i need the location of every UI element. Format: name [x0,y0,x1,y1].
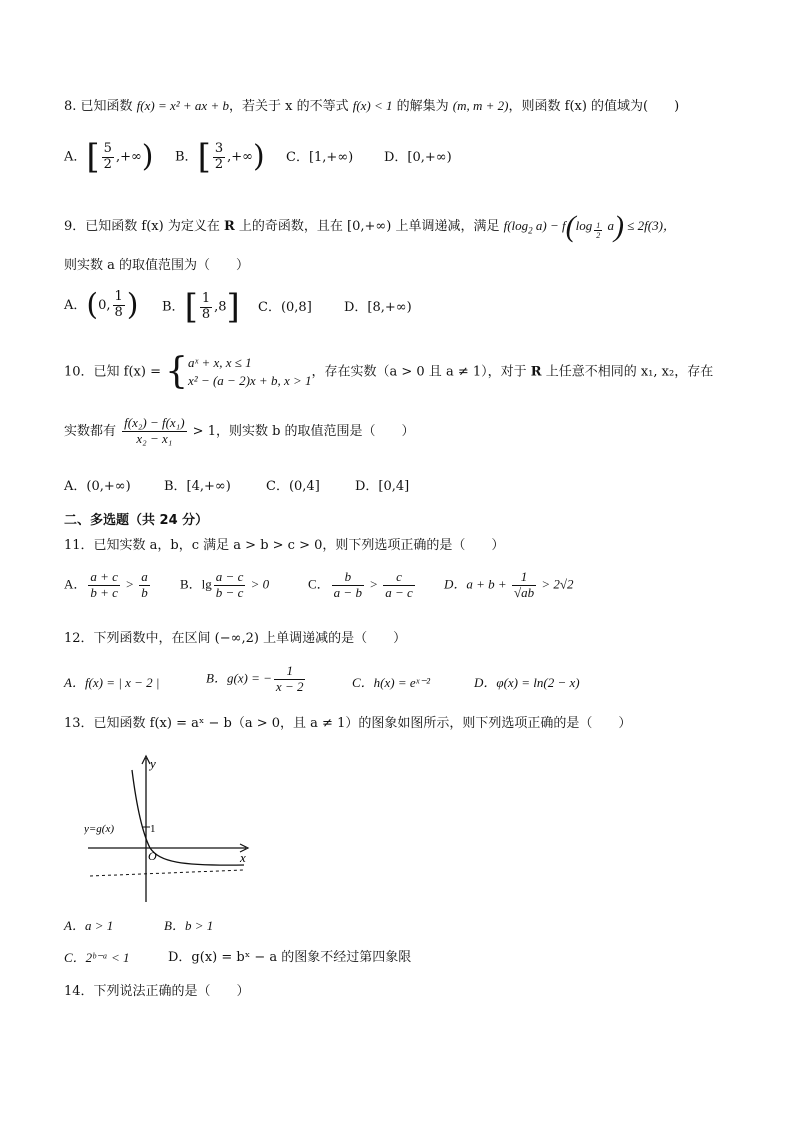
q11-opt-a-den2: b [141,584,148,600]
q10-case1: aˣ + x, x ≤ 1 [188,355,252,370]
q8-opt-b-den: 2 [214,156,224,172]
q8-stem-pre: 8. 已知函数 [64,99,137,114]
q10-option-b[interactable]: B．[4,+∞) [164,479,231,494]
q8-ineq: f(x) < 1 [352,98,393,113]
q9-opt-a-pre: 0, [98,297,111,313]
q12-option-c[interactable]: C．h(x) = eˣ⁻² [352,675,431,690]
q13-graph-curve-label: y=g(x) [84,823,115,835]
q10-set-r: R [530,364,542,380]
q12-option-d[interactable]: D．φ(x) = ln(2 − x) [474,675,580,690]
q11-opt-a-num1: a + c [90,569,118,584]
q12-option-a[interactable]: A．f(x) = | x − 2 | [64,675,160,690]
q8-stem [64,98,679,116]
q10-frac-den: x₂ − x₁ [136,430,173,446]
q13-graph-x-label: x [240,850,246,865]
q11-opt-b-label: B．lg [180,576,212,592]
q9-opt-a-num: 1 [114,289,123,304]
q9-stem-line2: 则实数 a 的取值范围为（ ） [64,258,250,273]
q11-opt-c-num1: b [332,570,364,586]
q8-mid: ，若关于 x 的不等式 [228,99,353,114]
q8-opt-a-den: 2 [103,156,112,172]
q14-stem: 14．下列说法正确的是（ ） [64,984,250,999]
q9-log-sub-num: 1 [596,220,601,230]
q11-opt-d-label: D．a + b + [444,576,510,592]
q8-option-a[interactable]: A．[ $\frac{5}{2}$ ,+∞) [64,137,154,177]
q12-opt-b-num: 1 [274,664,306,680]
q9-opt-b-label: B． [162,299,185,315]
q8-opt-b-num: 3 [214,140,224,156]
q9-line1-a: 9．已知函数 f(x) 为定义在 [64,218,224,234]
q11-option-b[interactable] [180,570,269,601]
q9-opt-b-den: 8 [201,306,211,322]
q11-opt-a-den1: b + c [90,584,118,600]
q11-opt-c-den1: a − b [333,584,362,600]
q9-line1-b: 上的奇函数，且在 [0,+∞) 上单调递减，满足 [234,218,504,234]
q9-opt-b-num: 1 [201,290,211,306]
q10-line2-post: > 1，则实数 b 的取值范围是（ ） [188,423,415,439]
q9-stem-line1: 9．已知函数 f(x) 为定义在 R 上的奇函数，且在 [0,+∞) 上单调递减，满足 $f(\log_2$ a) − f(log $\frac{1}{2}$ a) ≤ 2f(3)， [64,210,676,243]
q10-case2: x² − (a − 2)x + b, x > 1 [188,373,312,389]
q13-option-d[interactable]: D．g(x) = bˣ − a 的图象不经过第四象限 [168,950,412,965]
q13-option-a[interactable]: A．a > 1 [64,918,114,933]
q11-option-c[interactable] [308,570,417,601]
q11-option-d[interactable] [444,570,574,601]
q11-opt-b-tail: > 0 [247,576,270,592]
section-title: 二、多选题（共 24 分） [64,513,209,528]
q10-frac-num: f(x₂) − f(x₁) [124,415,185,430]
q9-ineq-b: a) − f [532,217,566,233]
q8-set: (m, m + 2) [452,98,509,113]
q8-opt-b-tail: ,+∞ [227,149,253,165]
q11-opt-c-num2: c [383,570,415,586]
q10-stem-line2 [64,416,415,447]
q11-option-a[interactable] [64,570,152,601]
q10-option-a[interactable]: A．(0,+∞) [64,479,131,494]
q11-opt-d-den: √ab [513,584,535,600]
q8-option-b[interactable]: B．[ $\frac{3}{2}$ ,+∞) [175,137,265,177]
q10-mid: ，存在实数（a > 0 且 a ≠ 1），对于 [311,364,531,380]
q11-opt-c-op: > [365,576,382,592]
q9-opt-a-den: 8 [114,304,123,320]
q13-option-c[interactable]: C．2ᵇ⁻ᵃ < 1 [64,950,130,965]
q9-log-text: log [575,217,593,233]
q9-option-d[interactable]: D．[8,+∞) [344,300,412,315]
q9-option-c[interactable]: C．(0,8] [258,300,312,315]
q11-opt-b-num: a − c [215,569,244,584]
q10-mid2: 上任意不相同的 x₁, x₂，存在 [541,364,714,380]
q13-option-b[interactable]: B．b > 1 [164,918,214,933]
q9-opt-b-tail: ,8 [214,299,227,315]
q11-opt-a-num2: a [141,569,148,584]
q11-opt-b-den: b − c [215,584,244,600]
q10-option-c[interactable]: C．(0,4] [266,479,320,494]
q10-option-d[interactable]: D．[0,4] [355,479,410,494]
q8-opt-b-label: B． [175,149,198,165]
q8-opt-a-label: A． [64,149,87,165]
q13-graph-one: 1 [150,823,156,835]
q11-opt-c-den2: a − c [385,584,413,600]
q8-func: f(x) = x² + ax + b [136,98,229,113]
q9-log-var: a [604,217,614,233]
q9-option-b[interactable]: B．[ $\frac{1}{8}$ ,8] [162,287,240,327]
q11-opt-d-num: 1 [512,570,536,586]
q13-graph [84,752,254,904]
q10-stem-line1: 10．已知 f(x) = { aˣ + x, x ≤ 1 x² − (a − 2)x + b, x > 1 ，存在实数（a > 0 且 a ≠ 1），对于 R 上任意不相同的 x₁, x₂，存在 [64,351,714,393]
q11-opt-a-op: > [121,576,138,592]
q9-ineq-c: ≤ 2f(3)， [624,217,676,233]
q12-option-b[interactable] [206,664,307,695]
q10-line2-pre: 实数都有 [64,423,121,439]
q8-option-c[interactable]: C．[1,+∞) [286,150,354,165]
q11-stem: 11．已知实数 a，b，c 满足 a > b > c > 0，则下列选项正确的是（ ） [64,538,505,553]
q13-graph-origin: O [148,849,157,863]
q12-stem: 12．下列函数中，在区间 (−∞,2) 上单调递减的是（ ） [64,631,407,646]
q8-option-d[interactable]: D．[0,+∞) [384,150,452,165]
q12-opt-b-den: x − 2 [275,678,304,694]
q9-set-r: R [223,218,235,234]
q11-opt-a-label: A． [64,576,87,592]
q11-opt-c-label: C． [308,576,330,592]
q9-ineq-sub: 2 [528,225,533,236]
q12-opt-b-pre: B．g(x) = − [206,670,272,686]
q9-option-a[interactable]: A．(0, $\frac{1}{8}$ ) [64,287,139,323]
q8-opt-a-tail: ,+∞ [115,149,142,165]
q9-opt-a-label: A． [64,297,87,313]
q8-opt-a-num: 5 [103,140,112,156]
q11-opt-d-tail: > 2√2 [538,576,574,592]
q9-ineq-a: f(log [503,217,529,233]
q9-log-sub-den: 2 [596,230,601,240]
q8-end: ，则函数 f(x) 的值域为( ) [508,99,680,114]
q8-mid2: 的解集为 [392,99,453,114]
q13-graph-y-label: y [150,756,156,771]
q10-pre: 10．已知 f(x) = [64,364,166,380]
q13-stem: 13．已知函数 f(x) = aˣ − b（a > 0，且 a ≠ 1）的图象如图所示，则下列选项正确的是（ ） [64,716,632,731]
